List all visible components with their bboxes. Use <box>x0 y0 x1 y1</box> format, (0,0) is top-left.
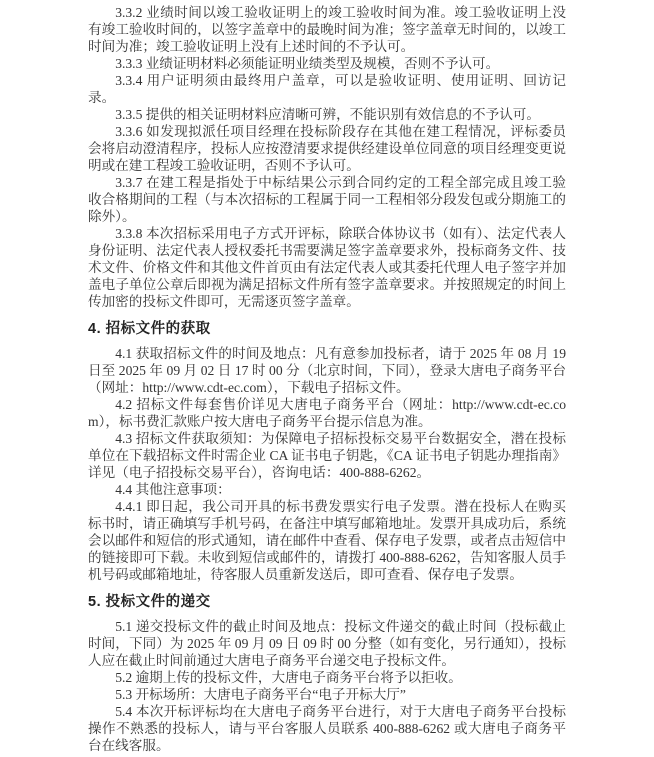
clause-4-1: 4.1 获取招标文件的时间及地点：凡有意参加投标者，请于 2025 年 08 月 19 日至 2025 年 09 月 02 日 17 时 00 分（北京时间，下同），登录大唐电子商务平台（网址：http://www.cdt-ec.com），下载电子招标文件。 <box>88 346 566 395</box>
clause-4-4-1: 4.4.1 即日起，我公司开具的标书费发票实行电子发票。潜在投标人在购买标书时，请正确填写手机号码，在备注中填写邮箱地址。发票开具成功后，系统会以邮件和短信的形式通知，请在邮件中查看、保存电子发票，或者点击短信中的链接即可下载。未收到短信或邮件的，请拨打 400-888-6262，告知客服人员手机号码或邮箱地址，待客服人员重新发送后，即可查看、保存电子发票。 <box>88 499 566 582</box>
clause-3-3-8: 3.3.8 本次招标采用电子方式开评标，除联合体协议书（如有）、法定代表人身份证明、法定代表人授权委托书需要满足签字盖章要求外，投标商务文件、技术文件、价格文件和其他文件首页由有法定代表人或其委托代理人电子签字并加盖电子单位公章后即视为满足招标文件所有签字盖章要求。并按照规定的时间上传加密的投标文件即可，无需逐页签字盖章。 <box>88 226 566 309</box>
section-heading-5-submission-of-bid-documents: 5. 投标文件的递交 <box>88 594 211 610</box>
clause-3-3-5: 3.3.5 提供的相关证明材料应清晰可辨，不能识别有效信息的不予认可。 <box>115 107 540 122</box>
clause-5-3: 5.3 开标场所：大唐电子商务平台“电子开标大厅” <box>115 687 406 702</box>
clause-4-2: 4.2 招标文件每套售价详见大唐电子商务平台（网址：http://www.cdt-ec.com），标书费汇款账户按大唐电子商务平台提示信息为准。 <box>88 397 566 429</box>
clause-4-4: 4.4 其他注意事项： <box>115 482 231 497</box>
section-heading-4-obtaining-bid-documents: 4. 招标文件的获取 <box>88 321 211 337</box>
clause-5-1: 5.1 递交投标文件的截止时间及地点：投标文件递交的截止时间（投标截止时间，下同）为 2025 年 09 月 09 日 09 时 00 分整（如有变化，另行通知），投标人应在截止时间前通过大唐电子商务平台递交电子投标文件。 <box>88 619 566 668</box>
clause-3-3-4: 3.3.4 用户证明须由最终用户盖章，可以是验收证明、使用证明、回访记录。 <box>88 73 566 105</box>
clause-5-4: 5.4 本次开标评标均在大唐电子商务平台进行，对于大唐电子商务平台投标操作不熟悉的投标人，请与平台客服人员联系 400-888-6262 或大唐电子商务平台在线客服。 <box>88 704 566 753</box>
clause-3-3-3: 3.3.3 业绩证明材料必须能证明业绩类型及规模，否则不予认可。 <box>115 56 500 71</box>
clause-5-2: 5.2 逾期上传的投标文件，大唐电子商务平台将予以拒收。 <box>115 670 462 685</box>
clause-3-3-2: 3.3.2 业绩时间以竣工验收证明上的竣工验收时间为准。竣工验收证明上没有竣工验收时间的，以签字盖章中的最晚时间为准；签字盖章无时间的，以竣工时间为准；竣工验收证明上没有上述时间的不予认可。 <box>88 5 566 54</box>
clause-3-3-7: 3.3.7 在建工程是指处于中标结果公示到合同约定的工程全部完成且竣工验收合格期间的工程（与本次招标的工程属于同一工程相邻分段发包或分期施工的除外）。 <box>88 175 566 224</box>
clause-4-3: 4.3 招标文件获取须知：为保障电子招标投标交易平台数据安全，潜在投标单位在下载招标文件时需企业 CA 证书电子钥匙，《CA 证书电子钥匙办理指南》详见（电子招投标交易平台），咨询电话：400-888-6262。 <box>88 431 566 480</box>
clause-3-3-6: 3.3.6 如发现拟派任项目经理在投标阶段存在其他在建工程情况，评标委员会将启动澄清程序，投标人应按澄清要求提供经建设单位同意的项目经理变更说明或在建工程竣工验收证明，否则不予认可。 <box>88 124 566 173</box>
